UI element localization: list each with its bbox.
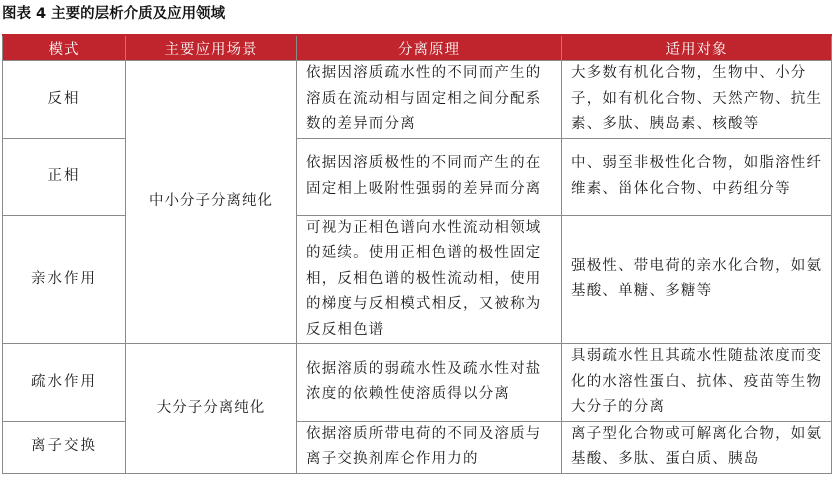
principle-cell: 依据溶质的弱疏水性及疏水性对盐浓度的依赖性使溶质得以分离 bbox=[297, 344, 562, 422]
header-principle: 分离原理 bbox=[297, 35, 562, 61]
mode-cell: 离子交换 bbox=[3, 421, 126, 473]
mode-cell: 亲水作用 bbox=[3, 215, 126, 344]
chromatography-media-table bbox=[2, 34, 832, 474]
figure-caption: 图表 4 主要的层析介质及应用领域 bbox=[2, 6, 226, 22]
principle-cell: 依据因溶质疏水性的不同而产生的溶质在流动相与固定相之间分配系数的差异而分离 bbox=[297, 61, 562, 139]
table-row bbox=[3, 61, 832, 139]
scene-cell: 大分子分离纯化 bbox=[126, 344, 297, 474]
targets-cell: 强极性、带电荷的亲水化合物，如氨基酸、单糖、多糖等 bbox=[562, 215, 832, 344]
table-header-row bbox=[3, 35, 832, 61]
header-mode: 模式 bbox=[3, 35, 126, 61]
targets-cell: 离子型化合物或可解离化合物，如氨基酸、多肽、蛋白质、胰岛 bbox=[562, 421, 832, 473]
mode-cell: 正相 bbox=[3, 138, 126, 215]
mode-cell: 反相 bbox=[3, 61, 126, 139]
table-row bbox=[3, 344, 832, 422]
principle-cell: 依据溶质所带电荷的不同及溶质与离子交换剂库仑作用力的 bbox=[297, 421, 562, 473]
mode-cell: 疏水作用 bbox=[3, 344, 126, 422]
targets-cell: 中、弱至非极性化合物，如脂溶性纤维素、甾体化合物、中药组分等 bbox=[562, 138, 832, 215]
targets-cell: 大多数有机化合物，生物中、小分子，如有机化合物、天然产物、抗生素、多肽、胰岛素、核酸等 bbox=[562, 61, 832, 139]
header-targets: 适用对象 bbox=[562, 35, 832, 61]
header-scene: 主要应用场景 bbox=[126, 35, 297, 61]
targets-cell: 具弱疏水性且其疏水性随盐浓度而变化的水溶性蛋白、抗体、疫苗等生物大分子的分离 bbox=[562, 344, 832, 422]
principle-cell: 可视为正相色谱向水性流动相领域的延续。使用正相色谱的极性固定相，反相色谱的极性流动相，使用的梯度与反相模式相反，又被称为反反相色谱 bbox=[297, 215, 562, 344]
principle-cell: 依据因溶质极性的不同而产生的在固定相上吸附性强弱的差异而分离 bbox=[297, 138, 562, 215]
scene-cell: 中小分子分离纯化 bbox=[126, 61, 297, 344]
